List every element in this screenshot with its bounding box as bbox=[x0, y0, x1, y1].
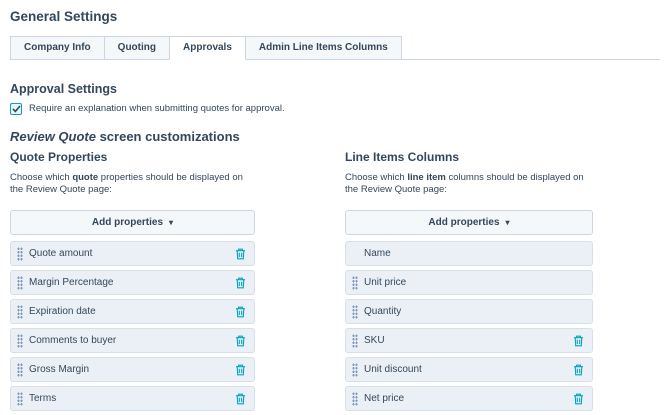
list-item-label: Gross Margin bbox=[29, 364, 90, 375]
approval-settings-heading: Approval Settings bbox=[10, 82, 117, 96]
drag-handle-icon[interactable] bbox=[17, 334, 23, 348]
trash-icon[interactable] bbox=[235, 335, 246, 347]
checkmark-icon bbox=[12, 105, 21, 113]
quote-properties-description: Choose which quote properties should be displayed on the Review Quote page: bbox=[10, 172, 243, 195]
review-quote-customizations-heading bbox=[10, 129, 660, 145]
drag-handle-icon[interactable] bbox=[17, 305, 23, 319]
list-item[interactable] bbox=[10, 270, 255, 295]
tab-quoting[interactable]: Quoting bbox=[104, 36, 170, 59]
list-item[interactable] bbox=[345, 386, 593, 411]
quote-properties-list bbox=[10, 241, 255, 411]
list-item[interactable] bbox=[345, 270, 593, 295]
drag-handle-icon[interactable] bbox=[17, 276, 23, 290]
list-item-label: Margin Percentage bbox=[29, 277, 114, 288]
drag-handle-icon[interactable] bbox=[17, 247, 23, 261]
list-item[interactable] bbox=[10, 241, 255, 266]
list-item[interactable] bbox=[10, 328, 255, 353]
list-item[interactable] bbox=[10, 357, 255, 382]
list-item[interactable] bbox=[345, 299, 593, 324]
drag-handle-icon[interactable] bbox=[17, 363, 23, 377]
drag-handle-icon[interactable] bbox=[352, 334, 358, 348]
list-item-label: Net price bbox=[364, 393, 405, 404]
drag-handle-icon[interactable] bbox=[352, 363, 358, 377]
customization-columns bbox=[10, 150, 660, 415]
list-item-label: Unit price bbox=[364, 277, 407, 288]
list-item-label: Unit discount bbox=[364, 364, 422, 375]
list-item-label: Quote amount bbox=[29, 248, 93, 259]
trash-icon[interactable] bbox=[235, 306, 246, 318]
add-properties-button-quote[interactable] bbox=[10, 210, 255, 235]
add-properties-button-line-items[interactable] bbox=[345, 210, 593, 235]
require-explanation-label: Require an explanation when submitting quotes for approval. bbox=[29, 103, 285, 114]
add-properties-label: Add properties bbox=[428, 217, 500, 228]
review-quote-italic: Review Quote bbox=[10, 129, 96, 144]
list-item bbox=[345, 241, 593, 266]
trash-icon[interactable] bbox=[573, 335, 584, 347]
trash-icon[interactable] bbox=[235, 248, 246, 260]
drag-handle-icon[interactable] bbox=[352, 276, 358, 290]
list-item[interactable] bbox=[10, 299, 255, 324]
list-item-label: Comments to buyer bbox=[29, 335, 117, 346]
line-items-columns-list bbox=[345, 241, 593, 411]
list-item[interactable] bbox=[10, 386, 255, 411]
trash-icon[interactable] bbox=[235, 393, 246, 405]
trash-icon[interactable] bbox=[235, 277, 246, 289]
require-explanation-row bbox=[10, 102, 660, 115]
drag-handle-icon[interactable] bbox=[352, 392, 358, 406]
settings-tabs bbox=[10, 36, 660, 60]
list-item-label: Name bbox=[364, 248, 391, 259]
drag-handle-icon[interactable] bbox=[17, 392, 23, 406]
line-items-columns-column bbox=[345, 150, 593, 415]
quote-properties-column bbox=[10, 150, 255, 415]
add-properties-label: Add properties bbox=[91, 217, 164, 228]
trash-icon[interactable] bbox=[573, 364, 584, 376]
tab-company-info[interactable]: Company Info bbox=[10, 36, 105, 59]
tab-admin-line-items-columns[interactable]: Admin Line Items Columns bbox=[245, 36, 402, 59]
drag-handle-icon[interactable] bbox=[352, 305, 358, 319]
list-item-label: Terms bbox=[29, 393, 57, 404]
trash-icon[interactable] bbox=[573, 393, 584, 405]
list-item-label: Quantity bbox=[364, 306, 402, 317]
list-item-label: Expiration date bbox=[29, 306, 96, 317]
line-items-columns-description: Choose which line item columns should be displayed on the Review Quote page: bbox=[345, 172, 584, 195]
page-title: General Settings bbox=[10, 9, 118, 24]
line-items-columns-heading: Line Items Columns bbox=[345, 150, 460, 164]
customizations-rest: screen customizations bbox=[95, 129, 240, 144]
trash-icon[interactable] bbox=[235, 364, 246, 376]
list-item-label: SKU bbox=[364, 335, 385, 346]
quote-properties-heading: Quote Properties bbox=[10, 150, 108, 164]
list-item[interactable] bbox=[345, 328, 593, 353]
chevron-down-icon: ▾ bbox=[169, 217, 174, 227]
require-explanation-checkbox[interactable] bbox=[10, 103, 22, 115]
list-item[interactable] bbox=[345, 357, 593, 382]
chevron-down-icon: ▾ bbox=[505, 217, 510, 227]
tab-approvals[interactable]: Approvals bbox=[169, 36, 246, 60]
